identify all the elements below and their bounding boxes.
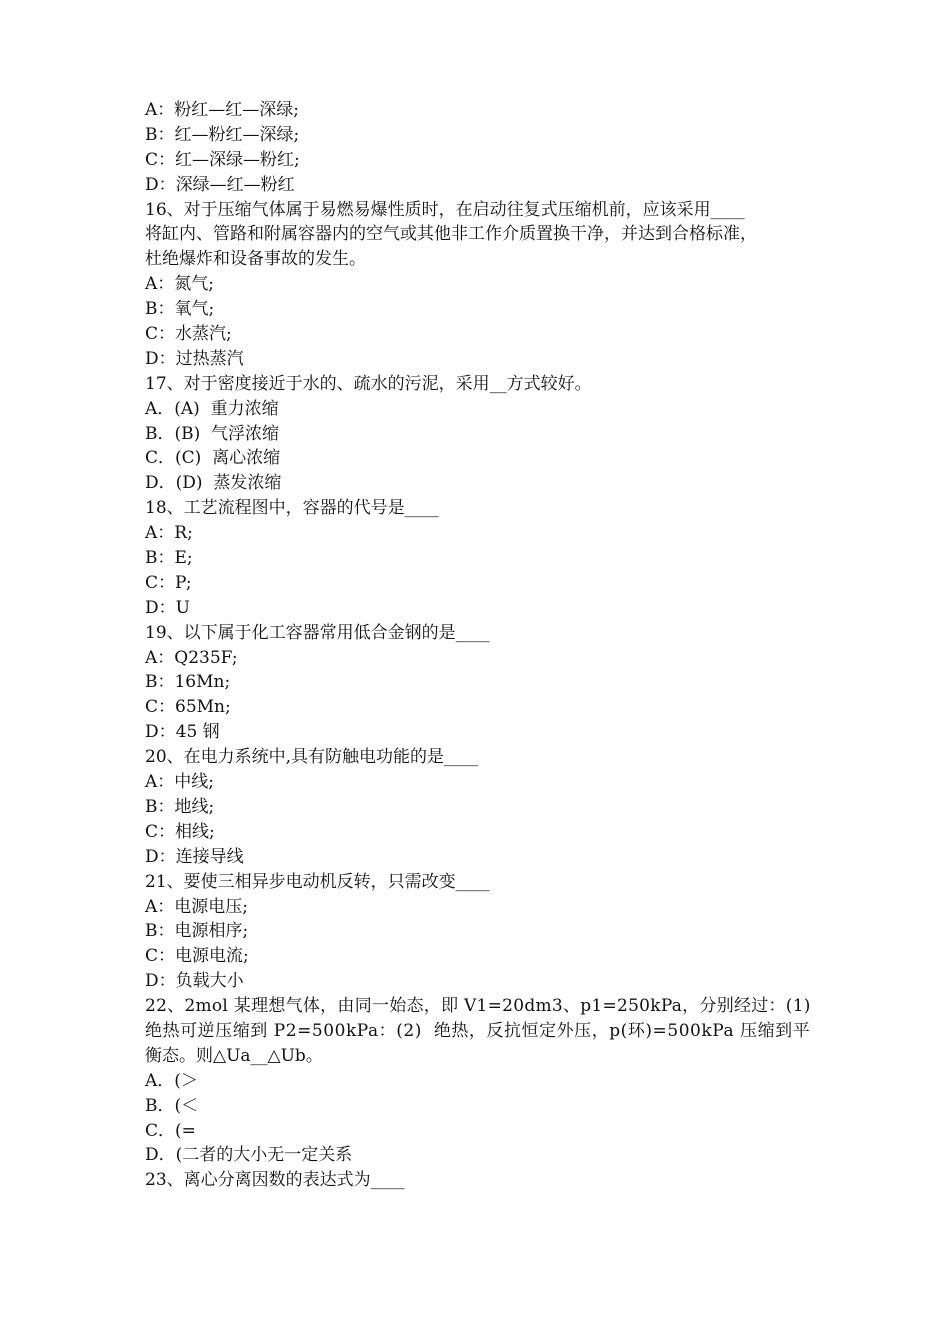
answer-option: D：负载大小 <box>145 971 244 992</box>
question-line: 16、对于压缩气体属于易燃易爆性质时，在启动往复式压缩机前，应该采用____ <box>145 199 745 220</box>
question-line: 17、对于密度接近于水的、疏水的污泥，采用__方式较好。 <box>145 373 592 394</box>
answer-option: D．(D) 蒸发浓缩 <box>145 473 282 494</box>
question-line: 18、工艺流程图中，容器的代号是____ <box>145 498 439 519</box>
answer-option: D：深绿—红—粉红 <box>145 174 295 195</box>
question-line: 衡态。则△Ua__△Ub。 <box>145 1045 323 1066</box>
answer-option: B．(＜ <box>145 1095 199 1116</box>
answer-option: C：水蒸汽; <box>145 324 232 345</box>
question-line: 将缸内、管路和附属容器内的空气或其他非工作介质置换干净，并达到合格标准， <box>145 224 757 245</box>
question-text-body <box>145 98 810 1193</box>
question-line: 绝热可逆压缩到 P2=500kPa：(2) 绝热，反抗恒定外压，p(环)=500kPa 压缩到平 <box>145 1020 811 1041</box>
answer-option: C：红—深绿—粉红; <box>145 149 300 170</box>
answer-option: B：16Mn; <box>145 672 231 693</box>
answer-option: A：氮气; <box>145 274 215 295</box>
answer-option: A：中线; <box>145 772 215 793</box>
answer-option: B：氧气; <box>145 299 215 320</box>
question-line: 杜绝爆炸和设备事故的发生。 <box>145 249 366 270</box>
answer-option: B．(B) 气浮浓缩 <box>145 423 280 444</box>
answer-option: B：E; <box>145 548 193 569</box>
answer-option: A：粉红—红—深绿; <box>145 100 300 120</box>
answer-option: A：Q235F; <box>145 647 238 668</box>
answer-option: A：R; <box>145 523 193 544</box>
answer-option: C：相线; <box>145 821 215 842</box>
answer-option: B：地线; <box>145 796 215 817</box>
answer-option: C：P; <box>145 572 192 593</box>
question-line: 19、以下属于化工容器常用低合金钢的是____ <box>145 622 490 643</box>
answer-option: D：45 钢 <box>145 722 220 743</box>
answer-option: A．(A) 重力浓缩 <box>145 398 279 419</box>
question-line: 23、离心分离因数的表达式为____ <box>145 1170 405 1191</box>
answer-option: D：U <box>145 597 190 618</box>
answer-option: D：连接导线 <box>145 846 244 867</box>
answer-option: C．(C) 离心浓缩 <box>145 448 281 469</box>
answer-option: C：65Mn; <box>145 697 231 718</box>
answer-option: A．(＞ <box>145 1070 198 1091</box>
question-line: 20、在电力系统中,具有防触电功能的是____ <box>145 747 479 768</box>
answer-option: D．(二者的大小无一定关系 <box>145 1145 353 1166</box>
answer-option: B：红—粉红—深绿; <box>145 124 300 145</box>
answer-option: D：过热蒸汽 <box>145 348 244 369</box>
question-line: 21、要使三相异步电动机反转，只需改变____ <box>145 871 490 892</box>
answer-option: C．(= <box>145 1120 196 1141</box>
answer-option: B：电源相序; <box>145 921 249 942</box>
question-line: 22、2mol 某理想气体，由同一始态，即 V1=20dm3、p1=250kPa，分别经过：(1) <box>145 996 811 1017</box>
answer-option: C：电源电流; <box>145 946 249 967</box>
answer-option: A：电源电压; <box>145 896 249 917</box>
